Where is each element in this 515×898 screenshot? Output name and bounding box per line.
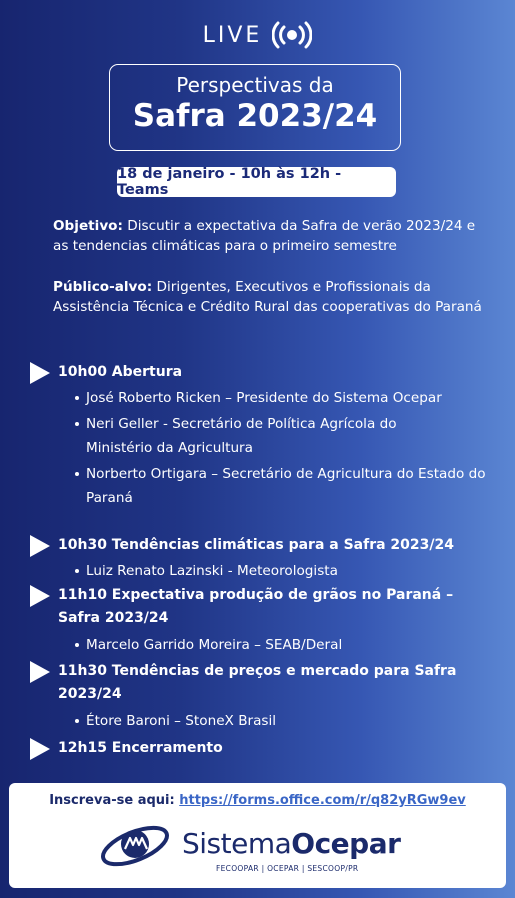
bullet-icon — [75, 643, 79, 647]
logo-text-bold: Ocepar — [291, 827, 401, 860]
footer-card — [9, 783, 506, 888]
agenda-item-title-text: 10h00 Abertura — [58, 364, 183, 380]
speaker-text: José Roberto Ricken – Presidente do Sistema Ocepar — [86, 390, 442, 406]
agenda-item-title — [30, 534, 500, 557]
agenda-item — [30, 361, 500, 510]
agenda-item-title-text: 10h30 Tendências climáticas para a Safra 2023/24 — [58, 537, 454, 553]
agenda-item — [30, 660, 500, 733]
agenda-item-title-text: 11h10 Expectativa produção de grãos no Paraná – Safra 2023/24 — [58, 587, 454, 626]
speaker-item — [30, 559, 500, 583]
agenda-item-title — [30, 660, 458, 706]
ocepar-logo-icon — [97, 821, 175, 875]
play-arrow-icon — [30, 738, 50, 760]
signup-label: Inscreva-se aqui: — [49, 793, 175, 808]
audience-text: Dirigentes, Executivos e Profissionais da Assistência Técnica e Crédito Rural das cooperativas do Paraná — [53, 279, 482, 315]
title-line-2: Safra 2023/24 — [132, 98, 378, 134]
agenda-item — [30, 584, 500, 657]
speaker-text: Neri Geller - Secretário de Política Agrícola do Ministério da Agricultura — [86, 416, 397, 456]
play-arrow-icon — [30, 535, 50, 557]
date-badge: 18 de janeiro - 10h às 12h - Teams — [117, 167, 396, 197]
signup-link[interactable]: https://forms.office.com/r/q82yRGw9ev — [179, 793, 466, 808]
speaker-text: Marcelo Garrido Moreira – SEAB/Deral — [86, 637, 343, 653]
speaker-text: Luiz Renato Lazinski - Meteorologista — [86, 563, 338, 579]
signup-row — [9, 793, 506, 808]
agenda-item-title — [30, 584, 458, 630]
broadcast-icon — [272, 20, 312, 50]
logo-text-regular: Sistema — [182, 827, 292, 860]
logo-wordmark — [182, 827, 400, 860]
live-header — [0, 20, 515, 50]
agenda-item-title-text: 12h15 Encerramento — [58, 740, 223, 756]
ocepar-logo — [97, 821, 417, 881]
play-arrow-icon — [30, 362, 50, 384]
title-box — [109, 64, 401, 151]
speaker-text: Étore Baroni – StoneX Brasil — [86, 713, 277, 729]
objective-paragraph — [53, 216, 493, 256]
logo-subtitle: FECOOPAR | OCEPAR | SESCOOP/PR — [216, 864, 359, 873]
objective-label: Objetivo: — [53, 218, 123, 234]
agenda-item — [30, 737, 500, 760]
speaker-item — [30, 412, 466, 460]
speaker-item — [30, 709, 500, 733]
play-arrow-icon — [30, 585, 50, 607]
agenda-item — [30, 534, 500, 583]
audience-paragraph — [53, 277, 493, 317]
agenda-item-title — [30, 737, 500, 760]
bullet-icon — [75, 396, 79, 400]
speaker-item — [30, 386, 446, 410]
agenda-item-title — [30, 361, 500, 384]
play-arrow-icon — [30, 661, 50, 683]
speaker-item — [30, 462, 506, 510]
live-label: LIVE — [202, 22, 263, 48]
speaker-item — [30, 633, 500, 657]
title-line-1: Perspectivas da — [176, 73, 334, 97]
objective-text: Discutir a expectativa da Safra de verão 2023/24 e as tendencias climáticas para o primeiro semestre — [53, 218, 476, 254]
bullet-icon — [75, 472, 79, 476]
bullet-icon — [75, 719, 79, 723]
speaker-text: Norberto Ortigara – Secretário de Agricultura do Estado do Paraná — [86, 466, 486, 506]
agenda-item-title-text: 11h30 Tendências de preços e mercado para Safra 2023/24 — [58, 663, 457, 702]
bullet-icon — [75, 569, 79, 573]
bullet-icon — [75, 422, 79, 426]
audience-label: Público-alvo: — [53, 279, 153, 295]
